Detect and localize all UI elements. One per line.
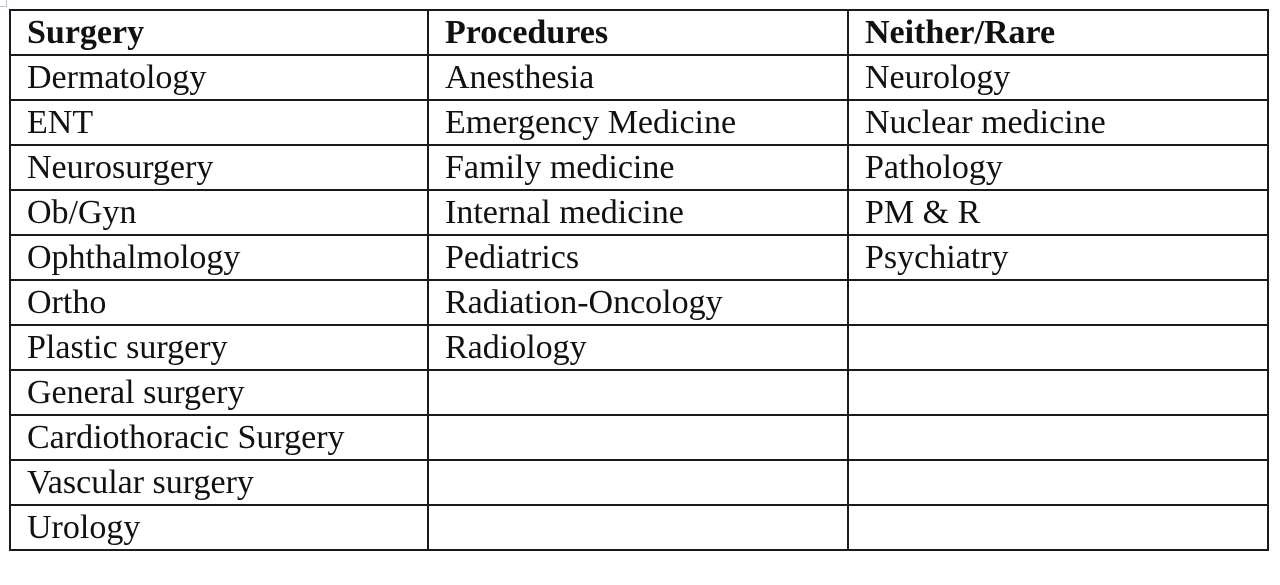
- table-cell: [848, 460, 1268, 505]
- table-cell: [428, 460, 848, 505]
- table-cell: Nuclear medicine: [848, 100, 1268, 145]
- header-neither-rare: Neither/Rare: [848, 10, 1268, 55]
- table-cell: [848, 415, 1268, 460]
- table-cell: Ob/Gyn: [10, 190, 428, 235]
- header-procedures: Procedures: [428, 10, 848, 55]
- table-cell: Anesthesia: [428, 55, 848, 100]
- table-cell: Urology: [10, 505, 428, 550]
- table-row: [10, 325, 1268, 370]
- table-cell: Plastic surgery: [10, 325, 428, 370]
- table-cell: Psychiatry: [848, 235, 1268, 280]
- table-row: [10, 190, 1268, 235]
- table-cell: Radiation-Oncology: [428, 280, 848, 325]
- table-cell: Pathology: [848, 145, 1268, 190]
- table-cell: Pediatrics: [428, 235, 848, 280]
- table-cell: [428, 415, 848, 460]
- table-cell: Ophthalmology: [10, 235, 428, 280]
- table-cell: Cardiothoracic Surgery: [10, 415, 428, 460]
- table-cell: Dermatology: [10, 55, 428, 100]
- table-cell: [848, 280, 1268, 325]
- specialty-table: [9, 9, 1269, 551]
- table-row: [10, 505, 1268, 550]
- table-cell: Neurosurgery: [10, 145, 428, 190]
- table-cell: [428, 505, 848, 550]
- table-cell: Neurology: [848, 55, 1268, 100]
- table-row: [10, 235, 1268, 280]
- table-cell: [848, 325, 1268, 370]
- table-cell: Ortho: [10, 280, 428, 325]
- table-cell: PM & R: [848, 190, 1268, 235]
- table-row: [10, 370, 1268, 415]
- table-cell: [848, 505, 1268, 550]
- table-cell: Vascular surgery: [10, 460, 428, 505]
- table-cell: General surgery: [10, 370, 428, 415]
- table-cell: Family medicine: [428, 145, 848, 190]
- table-row: [10, 280, 1268, 325]
- table-cell: Radiology: [428, 325, 848, 370]
- table-row: [10, 145, 1268, 190]
- header-surgery: Surgery: [10, 10, 428, 55]
- table-cell: [428, 370, 848, 415]
- header-row: [10, 10, 1268, 55]
- table-row: [10, 100, 1268, 145]
- corner-crop-mark: [0, 0, 7, 7]
- table-row: [10, 55, 1268, 100]
- table-cell: Emergency Medicine: [428, 100, 848, 145]
- table-row: [10, 415, 1268, 460]
- table-cell: [848, 370, 1268, 415]
- table-row: [10, 460, 1268, 505]
- table-cell: ENT: [10, 100, 428, 145]
- table-cell: Internal medicine: [428, 190, 848, 235]
